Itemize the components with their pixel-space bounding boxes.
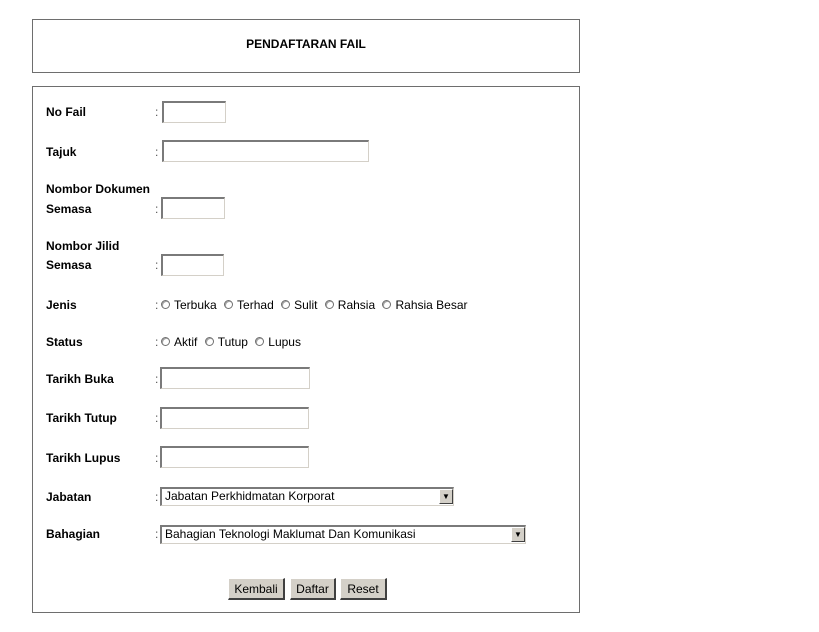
registration-form: [32, 86, 580, 613]
colon: :: [155, 372, 159, 386]
nombor-dokumen-label-line2: Semasa: [46, 202, 92, 216]
jenis-option-rahsia[interactable]: [325, 295, 375, 315]
jenis-option-terbuka[interactable]: [161, 295, 217, 315]
status-option-aktif[interactable]: [161, 332, 197, 352]
colon: :: [155, 490, 159, 504]
bahagian-selected-value: Bahagian Teknologi Maklumat Dan Komunikasi: [165, 527, 416, 541]
chevron-down-icon[interactable]: ▼: [511, 527, 525, 542]
colon: :: [155, 298, 159, 312]
jabatan-selected-value: Jabatan Perkhidmatan Korporat: [165, 489, 335, 503]
jenis-option-terhad[interactable]: [224, 295, 274, 315]
tarikh-buka-input[interactable]: [160, 367, 310, 389]
chevron-down-icon[interactable]: ▼: [439, 489, 453, 504]
jenis-option-label: Terbuka: [174, 298, 217, 312]
kembali-button[interactable]: Kembali: [228, 578, 285, 600]
jenis-label: Jenis: [46, 298, 77, 312]
radio-circle-icon[interactable]: [224, 300, 233, 309]
status-option-lupus[interactable]: [255, 332, 301, 352]
colon: :: [155, 411, 159, 425]
colon: :: [155, 451, 159, 465]
nombor-jilid-label-line1: Nombor Jilid: [46, 239, 120, 253]
jenis-option-label: Rahsia: [337, 298, 376, 312]
radio-circle-icon[interactable]: [161, 300, 170, 309]
no-fail-input[interactable]: [162, 101, 226, 123]
status-option-label: Lupus: [268, 335, 301, 349]
colon: :: [155, 202, 159, 216]
tarikh-lupus-input[interactable]: [160, 446, 309, 468]
tajuk-input[interactable]: [162, 140, 369, 162]
status-option-label: Aktif: [174, 335, 198, 349]
bahagian-label: Bahagian: [46, 527, 101, 541]
radio-circle-icon[interactable]: [281, 300, 290, 309]
tarikh-lupus-label: Tarikh Lupus: [46, 451, 121, 465]
radio-circle-icon[interactable]: [325, 300, 334, 309]
jabatan-select[interactable]: [160, 487, 454, 506]
jabatan-label: Jabatan: [46, 490, 92, 504]
tarikh-tutup-input[interactable]: [160, 407, 309, 429]
colon: :: [155, 335, 159, 349]
page-title: PENDAFTARAN FAIL: [246, 37, 366, 51]
colon: :: [155, 105, 159, 119]
jenis-option-sulit[interactable]: [281, 295, 317, 315]
radio-circle-icon[interactable]: [382, 300, 391, 309]
reset-button[interactable]: Reset: [340, 578, 387, 600]
title-panel: [32, 19, 580, 73]
colon: :: [155, 527, 159, 541]
jenis-option-label: Sulit: [294, 298, 318, 312]
nombor-dokumen-input[interactable]: [161, 197, 225, 219]
jenis-option-rahsia-besar[interactable]: [382, 295, 467, 315]
no-fail-label: No Fail: [46, 105, 87, 119]
radio-circle-icon[interactable]: [205, 337, 214, 346]
colon: :: [155, 258, 159, 272]
status-label: Status: [46, 335, 83, 349]
nombor-jilid-input[interactable]: [161, 254, 224, 276]
daftar-button[interactable]: Daftar: [290, 578, 336, 600]
jenis-radio-group: [161, 295, 472, 316]
jenis-option-label: Terhad: [237, 298, 274, 312]
nombor-dokumen-label-line1: Nombor Dokumen: [46, 182, 151, 196]
radio-circle-icon[interactable]: [255, 337, 264, 346]
status-radio-group: [161, 332, 305, 353]
radio-circle-icon[interactable]: [161, 337, 170, 346]
tarikh-tutup-label: Tarikh Tutup: [46, 411, 117, 425]
tarikh-buka-label: Tarikh Buka: [46, 372, 114, 386]
status-option-label: Tutup: [217, 335, 248, 349]
nombor-jilid-label-line2: Semasa: [46, 258, 92, 272]
jenis-option-label: Rahsia Besar: [395, 298, 468, 312]
status-option-tutup[interactable]: [205, 332, 248, 352]
colon: :: [155, 145, 159, 159]
tajuk-label: Tajuk: [46, 145, 77, 159]
bahagian-select[interactable]: [160, 525, 526, 544]
